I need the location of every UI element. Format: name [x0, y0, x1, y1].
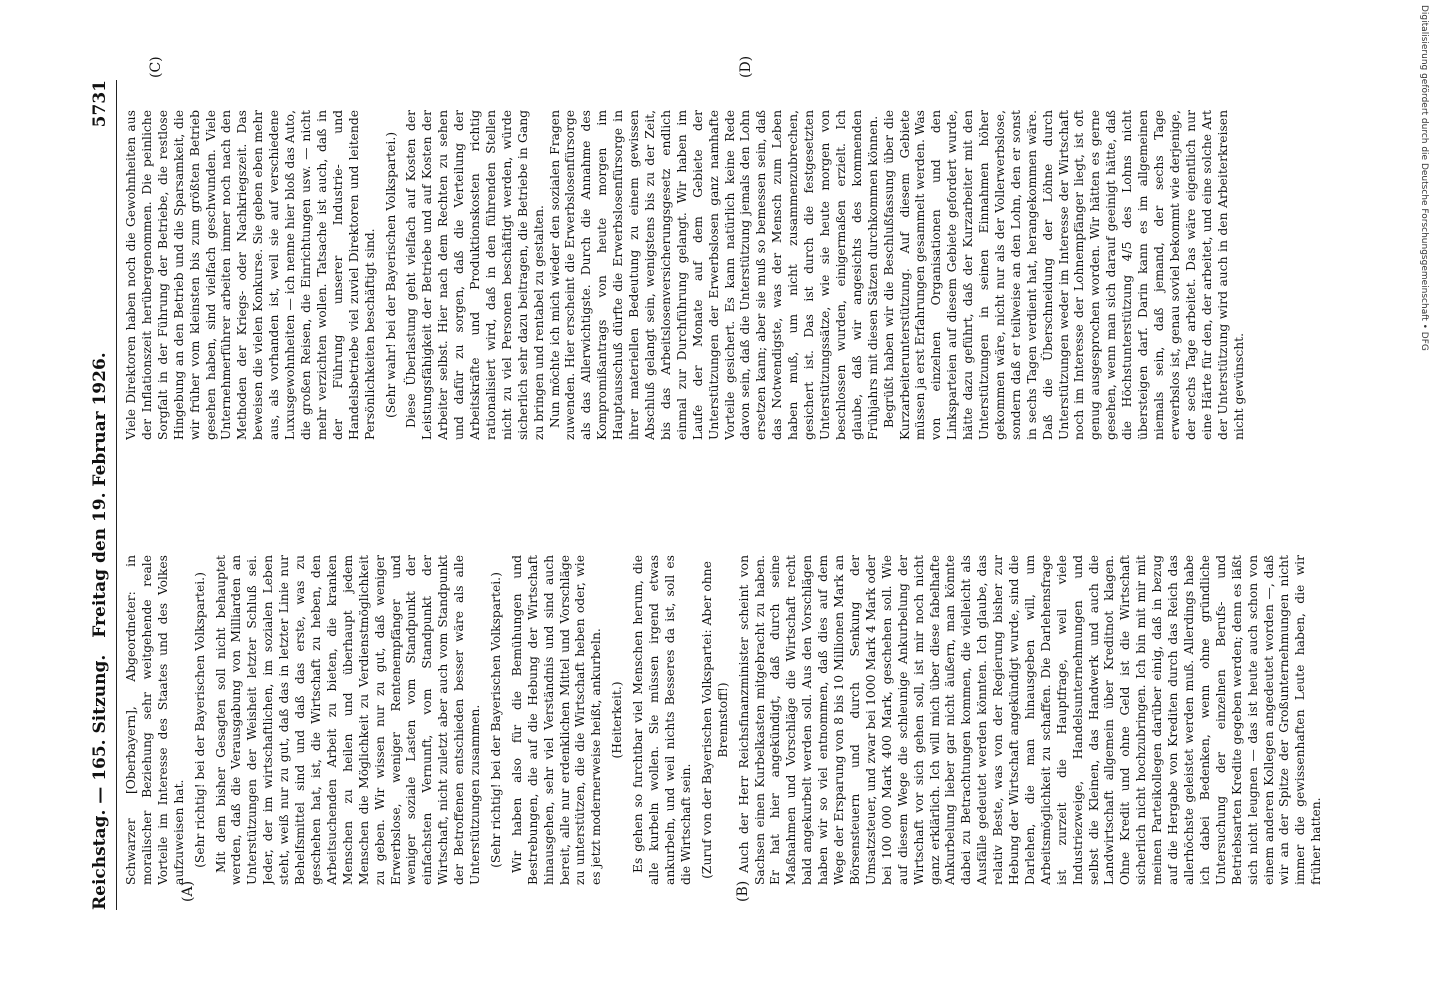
interjection: (Heiterkeit.) — [610, 681, 625, 759]
paragraph: Mit dem bisher Gesagten soll nicht behauptet werden, daß die Verausgabung von Milliarden an Unterstützungen der Weisheit letzter Schluß sei. Jeder, der im wirtschaftlichen, im sozialen Leben steht, weiß nur zu gut, daß das in letzter Linie nur Behelfsmittel sind und daß das erste, was zu geschehen hat, ist, die Wirtschaft zu heben, den Arbeitsuchenden Arbeit zu bieten, die kranken Menschen zu heilen und überhaupt jedem Menschen die Möglichkeit zu Verdienstmöglichkeit zu geben. Wir wissen nur zu gut, daß weniger Erwerbslose, weniger Rentenempfänger und weniger soziale Lasten vom Standpunkt der einfachsten Vernunft, vom Standpunkt der Wirtschaft, nicht zuletzt aber auch vom Standpunkt der Betroffenen entschieden besser wäre als alle Unterstützungen zusammen. — [213, 555, 483, 885]
interjection: (Sehr wahr! bei der Bayerischen Volkspartei.) — [383, 131, 398, 419]
interjection: (Sehr richtig! bei der Bayerischen Volkspartei.) — [488, 572, 503, 868]
margin-a: (A) — [180, 880, 196, 902]
right-column — [124, 110, 1394, 440]
paragraph: Schwarzer [Oberbayern], Abgeordneter: in moralischer Beziehung sehr weitgehende reale Vorteile im Interesse des Staates und des Volkes aufzuweisen hat. — [124, 555, 186, 885]
paragraph: Nun möchte ich mich wieder den sozialen Fragen zuwenden. Hier erscheint die Erwerbslosenfürsorge als das Allerwichtigste. Durch die Annahme des Kompromißantrags von heute morgen im Hauptausschuß dürfte die Erwerbslosenfürsorge in ihrer materiellen Bedeutung zu einem gewissen Abschluß gelangt sein, wenigstens bis zu der Zeit, bis das Arbeitslosenversicherungsgesetz endlich einmal zur Durchführung gelangt. Wir haben im Laufe der Monate auf dem Gebiete der Unterstützungen der Erwerbslosen ganz namhafte Vorteile gesichert. Es kann natürlich keine Rede davon sein, daß die Unterstützung jemals den Lohn ersetzen kann; aber sie muß so bemessen sein, daß das Notwendigste, was der Mensch zum Leben haben muß, um nicht zusammenzubrechen, gesichert ist. Das ist durch die festgesetzten Unterstützungssätze, wie sie heute morgen von beschlossen wurden, einigermaßen erzielt. Ich glaube, daß wir angesichts des kommenden Frühjahrs mit diesen Sätzen durchkommen können. — [547, 110, 880, 440]
header-center: Freitag den 19. Februar 1926. — [90, 352, 110, 638]
paragraph: Es gehen so furchtbar viel Menschen herum, die alle kurbeln wollen. Sie müssen irgend etwas ankurbeln, und weil nichts Besseres da ist, soll es die Wirtschaft sein. — [631, 555, 693, 885]
margin-b: (B) — [735, 880, 751, 902]
page-number: 5731 — [90, 80, 110, 128]
interjection: (Sehr richtig! bei der Bayerischen Volkspartei.) — [192, 572, 207, 868]
paragraph: Diese Überlastung geht vielfach auf Kosten der Leistungsfähigkeit der Betriebe und auf Kosten der Arbeiter selbst. Hier nach dem Rechten zu sehen und dafür zu sorgen, daß die Verteilung der Arbeitskräfte und Produktionskosten richtig rationalisiert wird, daß in den führenden Stellen nicht zu viel Personen beschäftigt werden, würde sicherlich sehr dazu beitragen, die Betriebe in Gang zu bringen und rentabel zu gestalten. — [404, 110, 546, 440]
paragraph: Begrüßt haben wir die Beschlußfassung über die Kurzarbeiterunterstützung. Auf diesem Gebiete müssen ja erst Erfahrungen gesammelt werden. Was von einzelnen Organisationen und den Linksparteien auf diesem Gebiete gefordert wurde, hätte dazu geführt, daß der Kurzarbeiter mit den Unterstützungen in seinen Einnahmen höher gekommen wäre, nicht nur als der Vollerwerbslose, sondern daß er teilweise an den Lohn, den er sonst in sechs Tagen verdient hat, herangekommen wäre. Daß die Überschneidung der Löhne durch Unterstützungen weder im Interesse der Wirtschaft noch im Interesse der Lohnempfänger liegt, ist oft genug ausgesprochen worden. Wir hätten es gerne gesehen, wenn man sich darauf geeinigt hätte, daß die Höchstunterstützung 4/5 des Lohns nicht übersteigen darf. Darin kann es im allgemeinen niemals sein, daß jemand, der sechs Tage erwerbslos ist, genau soviel bekommt wie derjenige, der sechs Tage arbeitet. Das wäre eigentlich nur eine Härte für den, der arbeitet, und eine solche Art der Unterstützung wird auch in den Arbeiterkreisen nicht gewünscht. — [881, 110, 1246, 440]
paragraph: Auch der Herr Reichsfinanzminister scheint von Sachsen einen Kurbelkasten mitgebracht zu haben. Er hat hier angekündigt, daß durch seine Maßnahmen und Vorschläge die Wirtschaft recht bald angekurbelt werden soll. Aus den Vorschlägen haben wir so viel entnommen, daß dies auf dem Wege der Ersparung von 8 bis 10 Millionen Mark an Börsensteuern und durch Senkung der Umsatzsteuer, und zwar bei 1000 Mark 4 Mark oder bei 100 000 Mark 400 Mark, geschehen soll. Wie auf diesem Wege die schleunige Ankurbelung der Wirtschaft vor sich gehen soll, ist mir noch nicht ganz erklärlich. Ich will mich über diese fabelhafte Ankurbelung lieber gar nicht äußern, man könnte dabei zu Betrachtungen kommen, die vielleicht als Ausfälle gedeutet werden könnten. Ich glaube, das relativ Beste, was von der Regierung bisher zur Hebung der Wirtschaft angekündigt wurde, sind die Darlehen, die man hinausgeben will, um Arbeitsmöglichkeit zu schaffen. Die Darlehensfrage ist zurzeit die Hauptfrage, weil viele Industriezweige, Handelsunternehmungen und selbst die Kleinen, das Handwerk und auch die Landwirtschaft allgemein über Kreditnot klagen. Ohne Kredit und ohne Geld ist die Wirtschaft sicherlich nicht hochzubringen. Ich bin mit mir mit meinen Parteikollegen darüber einig, daß in bezug auf die Hergabe von Krediten durch das Reich das allerhöchste geleistet werden muß. Allerdings habe ich dabei Bedenken, wenn ohne gründliche Untersuchung der einzelnen Berufs- und Betriebsarten Kredite gegeben werden; denn es läßt sich nicht leugnen — das ist heute auch schon von einem anderen Kollegen angedeutet worden —, daß wir an der Spitze der Großunternehmungen nicht immer die gewissenhaften Leute haben, die wir früher hatten. — [736, 555, 1324, 885]
header-left: Reichstag. — 165. Sitzung. — [90, 654, 110, 910]
paragraph: Viele Direktoren haben noch die Gewohnheiten aus der Inflationszeit herübergenommen. Die peinliche Sorgfalt in der Führung der Betriebe, die restlose Hingebung an den Betrieb und die Sparsamkeit, die wir früher vom kleinsten bis zum größten Betrieb gesehen haben, sind vielfach geschwunden. Viele Unternehmerführer arbeiten immer noch nach den Methoden der Kriegs- oder Nachkriegszeit. Das beweisen die vielen Konkurse. Sie geben eben mehr aus, als vorhanden ist, weil sie auf verschiedene Luxusgewohnheiten — ich nenne hier bloß das Auto, die großen Reisen, die Einrichtungen usw. — nicht mehr verzichten wollen. Tatsache ist auch, daß in der Führung unserer Industrie- und Handelsbetriebe viel zuviel Direktoren und leitende Persönlichkeiten beschäftigt sind. — [124, 110, 377, 440]
margin-d: (D) — [738, 55, 754, 78]
paragraph: Wir haben also für die Bemühungen und Bestrebungen, die auf die Hebung der Wirtschaft hinausgehen, sehr viel Verständnis und sind auch bereit, alle nur erdenklichen Mittel und Vorschläge zu unterstützen, die die Wirtschaft heben oder, wie es jetzt modernerweise heißt, ankurbeln. — [509, 555, 604, 885]
margin-c: (C) — [148, 56, 164, 78]
interjection: (Zuruf von der Bayerischen Volkspartei: Aber ohne Brennstoff!) — [699, 561, 730, 879]
digitization-note — [1418, 5, 1432, 985]
digitization-text: Digitalisierung gefördert durch die Deutsche Forschungsgemeinschaft • DFG — [1419, 5, 1429, 351]
left-column — [124, 555, 1394, 885]
page-header — [88, 80, 117, 910]
